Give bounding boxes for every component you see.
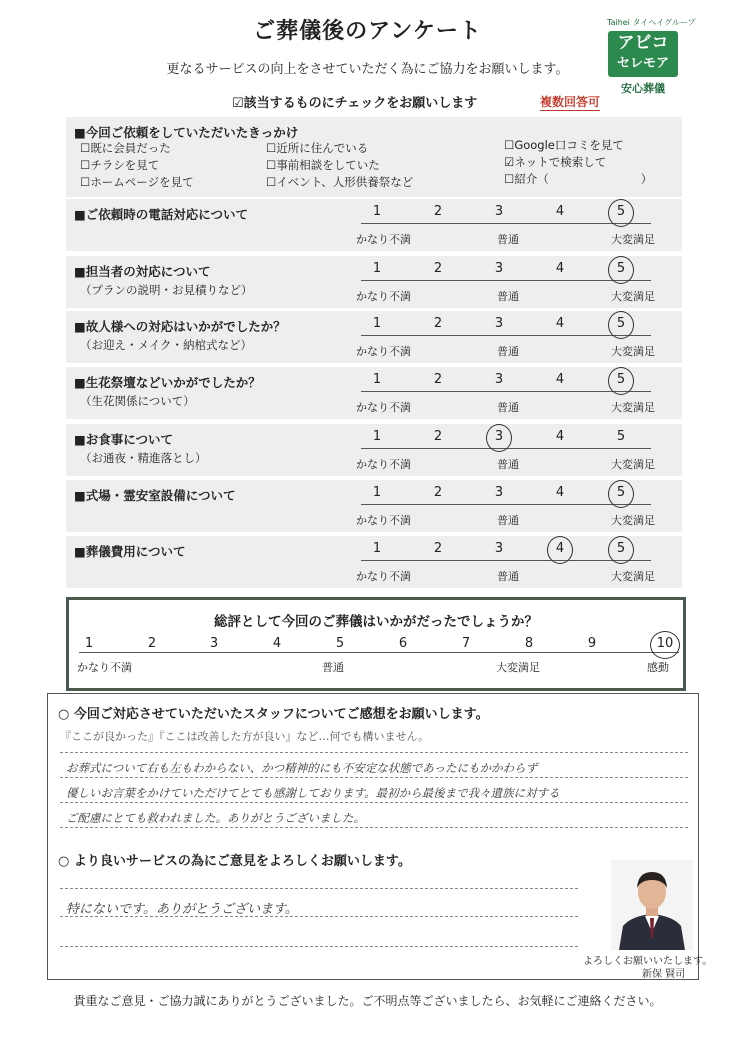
checkbox-icon[interactable]: ☐ <box>80 175 91 189</box>
staff-portrait-icon <box>611 860 693 950</box>
staff-name: 新保 賢司 <box>642 969 686 980</box>
scale-option-2[interactable]: 2 <box>433 261 443 276</box>
selected-answer-circle <box>608 536 634 564</box>
selected-answer-circle <box>608 367 634 395</box>
logo-tagline: 安心葬儀 <box>621 82 665 95</box>
overall-option-7[interactable]: 7 <box>461 636 471 651</box>
overall-label-low: かなり不満 <box>77 661 132 674</box>
scale-label-low: かなり不満 <box>356 458 411 471</box>
scale-option-1[interactable]: 1 <box>372 204 382 219</box>
overall-option-5[interactable]: 5 <box>335 636 345 651</box>
scale-label-mid: 普通 <box>497 401 519 414</box>
staff-comment-heading: ○ 今回ご対応させていただいたスタッフについてご感想をお願いします。 <box>58 707 489 722</box>
option-neighbor[interactable] <box>266 140 368 156</box>
logo-line-1: アビコ <box>617 33 669 53</box>
multiple-answer-text: 複数回答可 <box>540 95 601 109</box>
option-flyer[interactable] <box>80 157 159 173</box>
scale-label-mid: 普通 <box>497 290 519 303</box>
option-label: チラシを見て <box>90 158 160 172</box>
scale-line <box>361 335 651 336</box>
scale-option-5[interactable]: 5 <box>616 261 626 276</box>
scale-line <box>361 504 651 505</box>
scale-label-high: 大変満足 <box>611 345 655 358</box>
scale-option-4[interactable]: 4 <box>555 541 565 556</box>
overall-rating-box <box>66 597 686 691</box>
scale-option-5[interactable]: 5 <box>616 204 626 219</box>
question-subtitle: （生花関係について） <box>80 394 195 408</box>
overall-option-10[interactable]: 10 <box>656 636 674 651</box>
multiple-answer-note <box>540 93 600 111</box>
question-section <box>66 311 682 363</box>
option-label: 近所に住んでいる <box>276 141 369 155</box>
selected-answer-circle <box>608 480 634 508</box>
scale-label-mid: 普通 <box>497 570 519 583</box>
option-label: 事前相談をしていた <box>276 158 380 172</box>
scale-option-5[interactable]: 5 <box>616 429 626 444</box>
option-referral[interactable] <box>504 171 652 187</box>
footer-note: 貴重なご意見・ご協力誠にありがとうございました。ご不明点等ございましたら、お気軽にご連絡ください。 <box>73 994 662 1008</box>
logo-line-2: セレモア <box>616 56 669 71</box>
scale-line <box>361 280 651 281</box>
scale-option-4[interactable]: 4 <box>555 372 565 387</box>
question-section <box>66 480 682 532</box>
scale-label-low: かなり不満 <box>356 290 411 303</box>
overall-label-mid: 普通 <box>322 661 344 674</box>
option-event[interactable] <box>266 174 413 190</box>
option-homepage[interactable] <box>80 174 194 190</box>
option-label: ネットで検索して <box>514 155 607 169</box>
selected-answer-circle <box>608 311 634 339</box>
scale-option-4[interactable]: 4 <box>555 485 565 500</box>
option-label: 紹介（ ） <box>514 172 653 186</box>
staff-comment-hint: 『ここが良かった』『ここは改善した方が良い』など…何でも構いません。 <box>60 730 430 743</box>
option-label: ホームページを見て <box>90 175 194 189</box>
overall-scale-line <box>79 652 679 653</box>
staff-comment-line: ご配慮にとても救われました。ありがとうございました。 <box>66 811 365 825</box>
question-section <box>66 536 682 588</box>
scale-label-high: 大変満足 <box>611 570 655 583</box>
question-section <box>66 199 682 251</box>
overall-option-4[interactable]: 4 <box>272 636 282 651</box>
checkbox-checked-icon[interactable]: ☑ <box>504 155 515 169</box>
staff-comment-line: お葬式について右も左もわからない、かつ精神的にも不安定な状態であったにもかかわらず <box>66 761 538 775</box>
checkbox-icon[interactable]: ☐ <box>504 138 515 152</box>
scale-label-mid: 普通 <box>497 514 519 527</box>
overall-option-6[interactable]: 6 <box>398 636 408 651</box>
service-comment-heading: ○ より良いサービスの為にご意見をよろしくお願いします。 <box>58 854 411 869</box>
scale-label-mid: 普通 <box>497 458 519 471</box>
question-title: ■式場・霊安室設備について <box>74 488 236 503</box>
scale-option-4[interactable]: 4 <box>555 316 565 331</box>
scale-label-low: かなり不満 <box>356 401 411 414</box>
question-title: ■生花祭壇などいかがでしたか？ <box>74 375 261 390</box>
scale-option-1[interactable]: 1 <box>372 541 382 556</box>
overall-option-9[interactable]: 9 <box>587 636 597 651</box>
option-label: Google口コミを見て <box>514 138 624 152</box>
scale-option-1[interactable]: 1 <box>372 485 382 500</box>
staff-photo <box>611 860 693 950</box>
scale-label-mid: 普通 <box>497 345 519 358</box>
scale-option-5[interactable]: 5 <box>616 485 626 500</box>
scale-option-1[interactable]: 1 <box>372 429 382 444</box>
option-web-search[interactable] <box>504 154 606 170</box>
checkbox-icon[interactable]: ☐ <box>504 172 515 186</box>
scale-label-low: かなり不満 <box>356 514 411 527</box>
scale-label-low: かなり不満 <box>356 345 411 358</box>
scale-option-3[interactable]: 3 <box>494 316 504 331</box>
overall-label-high: 大変満足 <box>496 661 540 674</box>
scale-option-4[interactable]: 4 <box>555 429 565 444</box>
scale-option-5[interactable]: 5 <box>616 541 626 556</box>
staff-comment-line: 優しいお言葉をかけていただけてとても感謝しております。最初から最後まで我々遺族に対する <box>66 786 560 800</box>
page-subtitle: 更なるサービスの向上をさせていただく為にご協力をお願いします。 <box>166 62 569 77</box>
staff-greeting: よろしくお願いいたします。 <box>583 956 713 967</box>
question-title: ■葬儀費用について <box>74 544 186 559</box>
selected-answer-circle <box>608 199 634 227</box>
scale-option-3[interactable]: 3 <box>494 261 504 276</box>
scale-option-4[interactable]: 4 <box>555 261 565 276</box>
scale-label-low: かなり不満 <box>356 233 411 246</box>
question-title: ■今回ご依頼をしていただいたきっかけ <box>74 125 299 140</box>
question-section <box>66 424 682 476</box>
scale-option-2[interactable]: 2 <box>433 204 443 219</box>
scale-option-2[interactable]: 2 <box>433 429 443 444</box>
overall-title: 総評として今回のご葬儀はいかがだったでしょうか？ <box>214 614 538 630</box>
question-trigger-section <box>66 117 682 197</box>
question-title: ■ご依頼時の電話対応について <box>74 207 249 222</box>
selected-answer-circle <box>486 424 512 452</box>
question-title: ■担当者の対応について <box>74 264 211 279</box>
scale-label-mid: 普通 <box>497 233 519 246</box>
checkbox-icon[interactable]: ☐ <box>80 141 91 155</box>
scale-option-2[interactable]: 2 <box>433 372 443 387</box>
question-subtitle: （お通夜・精進落とし） <box>80 451 207 465</box>
checkbox-icon[interactable]: ☐ <box>80 158 91 172</box>
overall-label-top: 感動 <box>647 661 669 674</box>
company-logo <box>608 31 678 77</box>
comment-section <box>47 693 713 980</box>
checkbox-icon[interactable]: ☐ <box>266 158 277 172</box>
scale-line <box>361 560 651 561</box>
overall-option-8[interactable]: 8 <box>524 636 534 651</box>
selected-answer-circle <box>547 536 573 564</box>
option-google-reviews[interactable] <box>504 137 624 153</box>
question-subtitle: （お迎え・メイク・納棺式など） <box>80 338 253 352</box>
scale-label-high: 大変満足 <box>611 458 655 471</box>
question-section <box>66 256 682 308</box>
checkbox-icon: ☑ <box>232 96 244 111</box>
scale-option-3[interactable]: 3 <box>494 485 504 500</box>
company-group-label: Taihei タイヘイグループ <box>607 18 696 27</box>
scale-label-low: かなり不満 <box>356 570 411 583</box>
scale-option-5[interactable]: 5 <box>616 372 626 387</box>
scale-line <box>361 391 651 392</box>
scale-option-1[interactable]: 1 <box>372 261 382 276</box>
page-title: ご葬儀後のアンケート <box>253 19 482 44</box>
check-instruction-text: 該当するものにチェックをお願いします <box>243 96 478 111</box>
scale-option-1[interactable]: 1 <box>372 372 382 387</box>
option-label: イベント、人形供養祭など <box>276 175 414 189</box>
scale-option-3[interactable]: 3 <box>494 541 504 556</box>
question-title: ■故人様への対応はいかがでしたか？ <box>74 319 286 334</box>
scale-option-2[interactable]: 2 <box>433 316 443 331</box>
overall-option-1[interactable]: 1 <box>84 636 94 651</box>
service-comment-line: 特にないです。ありがとうございます。 <box>66 902 298 917</box>
scale-option-3[interactable]: 3 <box>494 372 504 387</box>
scale-option-2[interactable]: 2 <box>433 541 443 556</box>
scale-label-high: 大変満足 <box>611 514 655 527</box>
checkbox-icon[interactable]: ☐ <box>266 141 277 155</box>
scale-option-3[interactable]: 3 <box>494 204 504 219</box>
overall-option-2[interactable]: 2 <box>147 636 157 651</box>
selected-answer-circle <box>650 631 680 659</box>
scale-option-3[interactable]: 3 <box>494 429 504 444</box>
scale-label-high: 大変満足 <box>611 233 655 246</box>
question-subtitle: （プランの説明・お見積りなど） <box>80 283 253 297</box>
selected-answer-circle <box>608 256 634 284</box>
option-prior-consult[interactable] <box>266 157 380 173</box>
scale-option-5[interactable]: 5 <box>616 316 626 331</box>
question-title: ■お食事について <box>74 432 174 447</box>
scale-label-high: 大変満足 <box>611 290 655 303</box>
option-member[interactable] <box>80 140 171 156</box>
scale-option-4[interactable]: 4 <box>555 204 565 219</box>
scale-label-high: 大変満足 <box>611 401 655 414</box>
scale-option-2[interactable]: 2 <box>433 485 443 500</box>
overall-option-3[interactable]: 3 <box>209 636 219 651</box>
option-label: 既に会員だった <box>90 141 171 155</box>
scale-line <box>361 223 651 224</box>
checkbox-icon[interactable]: ☐ <box>266 175 277 189</box>
scale-option-1[interactable]: 1 <box>372 316 382 331</box>
question-section <box>66 367 682 419</box>
check-instruction <box>232 92 477 111</box>
